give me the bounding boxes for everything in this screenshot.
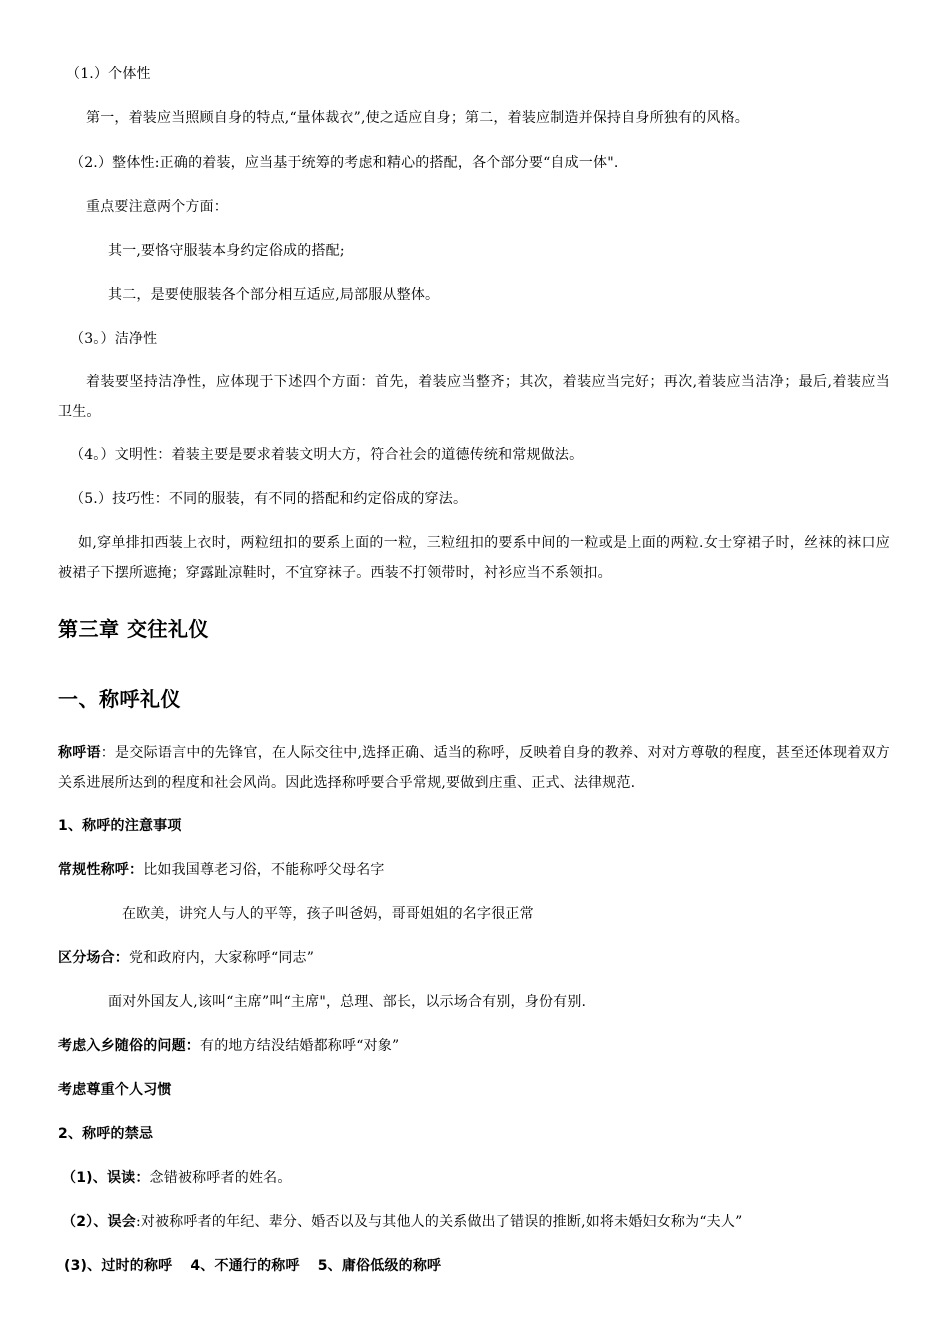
taboo-misreading-body: 念错被称呼者的姓名。 <box>149 1170 292 1186</box>
taboo-misreading-term: （1)、误读： <box>62 1170 150 1186</box>
integrity-item-2: 其二，是要使服装各个部分相互适应,局部服从整体。 <box>108 287 440 303</box>
cleanliness-heading: （3。）洁净性 <box>70 331 158 347</box>
regular-address-term: 常规性称呼： <box>58 862 144 878</box>
taboo-misunderstanding-term: （2）、误会 <box>62 1214 136 1230</box>
definition-body: ：是交际语言中的先锋官，在人际交往中,选择正确、适当的称呼，反映着自身的教养、对对方尊敬的程度，甚至还体现着双方关系进展所达到的程度和社会风尚。因此选择称呼要合乎常规,要做到庄重、正式、法律规范. <box>58 745 890 791</box>
taboo-misreading-line <box>62 1168 292 1188</box>
integrity-focus: 重点要注意两个方面： <box>86 199 228 215</box>
regular-address-line <box>58 860 385 880</box>
subsection-2-title: 2、称呼的禁忌 <box>58 1126 154 1142</box>
occasion-body: 党和政府内，大家称呼“同志” <box>129 950 315 966</box>
taboo-misunderstanding-line <box>62 1212 742 1232</box>
custom-line <box>58 1036 399 1056</box>
custom-term: 考虑入乡随俗的问题： <box>58 1038 200 1054</box>
subsection-1-title: 1、称呼的注意事项 <box>58 818 182 834</box>
individuality-heading: （1.）个体性 <box>66 66 151 82</box>
definition-paragraph <box>58 738 890 798</box>
occasion-term: 区分场合： <box>58 950 129 966</box>
regular-address-example: 在欧美，讲究人与人的平等，孩子叫爸妈，哥哥姐姐的名字很正常 <box>122 906 534 922</box>
definition-term: 称呼语 <box>58 745 101 761</box>
occasion-line <box>58 948 314 968</box>
occasion-example: 面对外国友人,该叫“主席”叫“主席"，总理、部长，以示场合有别，身份有别. <box>108 994 587 1010</box>
taboo-list-line <box>64 1256 441 1276</box>
civility-paragraph: （4。）文明性：着装主要是要求着装文明大方，符合社会的道德传统和常规做法。 <box>70 447 584 463</box>
section-title: 一、称呼礼仪 <box>58 687 181 711</box>
regular-address-body: 比如我国尊老习俗，不能称呼父母名字 <box>143 862 385 878</box>
skill-paragraph: （5.）技巧性：不同的服装，有不同的搭配和约定俗成的穿法。 <box>70 491 468 507</box>
taboo-outdated: (3)、过时的称呼 <box>64 1258 173 1274</box>
chapter-title: 第三章 交往礼仪 <box>58 617 209 641</box>
cleanliness-body: 着装要坚持洁净性，应体现于下述四个方面：首先，着装应当整齐；其次，着装应当完好；再次,着装应当洁净；最后,着装应当卫生。 <box>58 374 890 420</box>
personal-habit-line: 考虑尊重个人习惯 <box>58 1082 172 1098</box>
custom-body: 有的地方结没结婚都称呼“对象” <box>200 1038 400 1054</box>
taboo-uncommon: 4、不通行的称呼 <box>190 1258 300 1274</box>
taboo-vulgar: 5、庸俗低级的称呼 <box>317 1258 442 1274</box>
skill-example: 如,穿单排扣西装上衣时，两粒纽扣的要系上面的一粒，三粒纽扣的要系中间的一粒或是上面的两粒.女士穿裙子时，丝袜的袜口应被裙子下摆所遮掩；穿露趾凉鞋时，不宜穿袜子。西装不打领带时，衬衫应当不系领扣。 <box>58 535 890 581</box>
individuality-body: 第一，着装应当照顾自身的特点,“量体裁衣”,使之适应自身；第二，着装应制造并保持自身所独有的风格。 <box>86 110 750 126</box>
integrity-heading: （2.）整体性:正确的着装，应当基于统筹的考虑和精心的搭配，各个部分要“自成一体". <box>70 155 619 171</box>
integrity-item-1: 其一,要恪守服装本身约定俗成的搭配; <box>108 243 345 259</box>
taboo-misunderstanding-body: :对被称呼者的年纪、辈分、婚否以及与其他人的关系做出了错误的推断,如将未婚妇女称为“夫人” <box>135 1214 743 1230</box>
